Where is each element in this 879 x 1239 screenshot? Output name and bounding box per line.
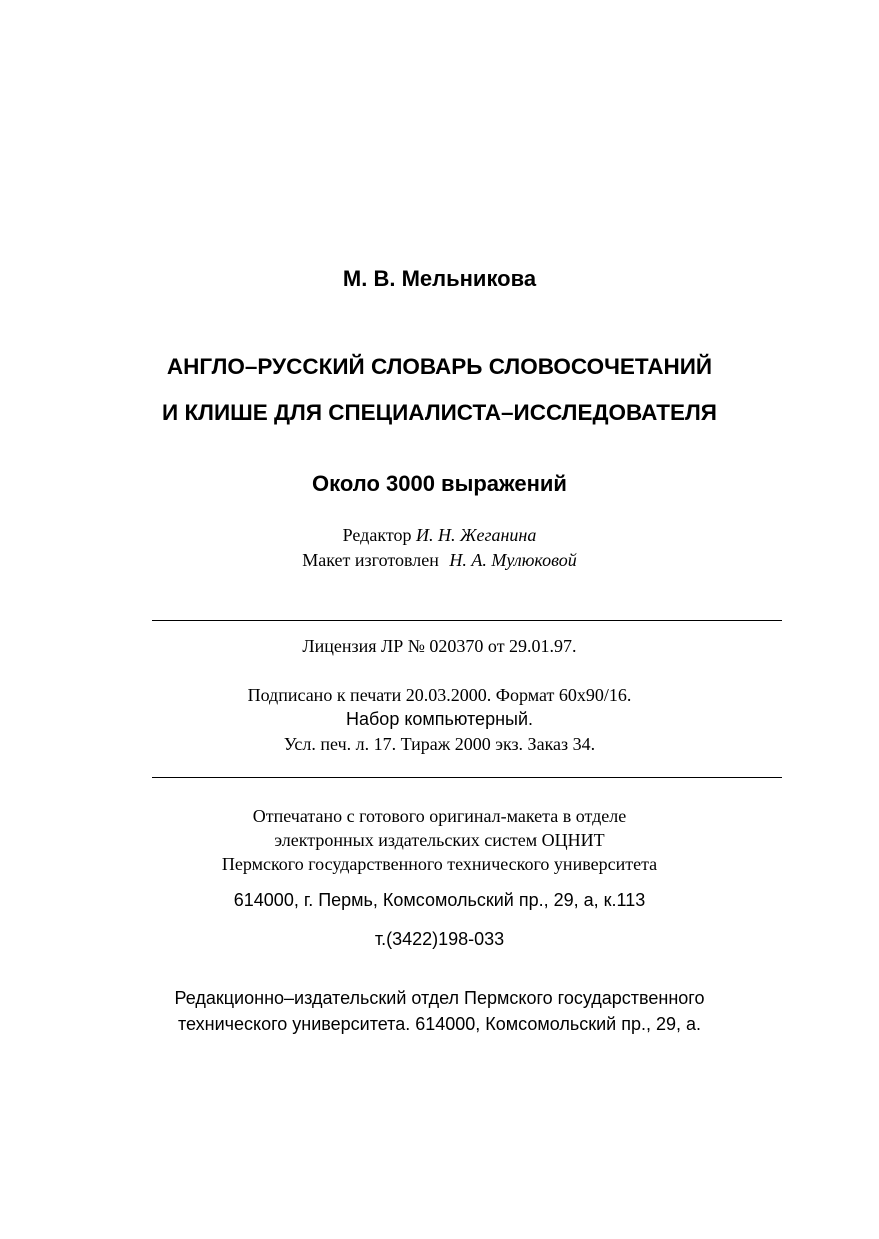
editor-name: И. Н. Жеганина <box>415 525 537 545</box>
editor-label: Редактор <box>342 525 412 545</box>
publishing-office-line-2: технического университета. 614000, Комсомольский пр., 29, а. <box>177 1014 702 1034</box>
printer-phone: т.(3422)198-033 <box>374 929 505 949</box>
book-title-line-1: АНГЛО–РУССКИЙ СЛОВАРЬ СЛОВОСОЧЕТАНИЙ <box>166 354 713 379</box>
layout-label: Макет изготовлен <box>302 550 439 570</box>
signed-for-print: Подписано к печати 20.03.2000. Формат 60х90/16. <box>247 685 632 705</box>
typeset-info: Набор компьютерный. <box>345 709 534 729</box>
divider-top <box>152 620 782 621</box>
author-name: М. В. Мельникова <box>342 266 537 291</box>
layout-credit <box>0 550 879 571</box>
layout-name: Н. А. Мулюковой <box>449 550 577 570</box>
print-run-info: Усл. печ. л. 17. Тираж 2000 экз. Заказ 34. <box>283 734 596 754</box>
book-title-line-2: И КЛИШЕ ДЛЯ СПЕЦИАЛИСТА–ИССЛЕДОВАТЕЛЯ <box>162 400 717 425</box>
printer-line-2: электронных издательских систем ОЦНИТ <box>274 830 605 850</box>
editor-credit <box>0 525 879 546</box>
publishing-office-line-1: Редакционно–издательский отдел Пермского государственного <box>174 988 705 1008</box>
printer-line-1: Отпечатано с готового оригинал-макета в отделе <box>252 806 627 826</box>
divider-bottom <box>152 777 782 778</box>
book-subtitle: Около 3000 выражений <box>312 471 567 496</box>
license-info: Лицензия ЛР № 020370 от 29.01.97. <box>302 636 577 656</box>
printer-line-3: Пермского государственного технического университета <box>221 854 658 874</box>
printer-address: 614000, г. Пермь, Комсомольский пр., 29, а, к.113 <box>233 890 646 910</box>
